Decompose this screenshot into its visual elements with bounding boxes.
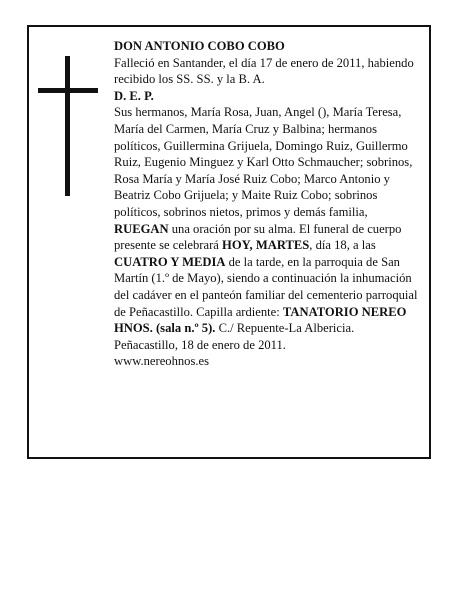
funeral-day: HOY, MARTES	[222, 238, 310, 253]
obituary-text	[114, 38, 426, 370]
website: www.nereohnos.es	[114, 354, 210, 369]
address-text: C./ Repuente-La Albericia.	[215, 321, 355, 336]
cross-icon	[65, 56, 70, 196]
date-text: , día 18, a las	[309, 238, 376, 253]
family-list: Sus hermanos, María Rosa, Juan, Angel (), María Teresa, María del Carmen, María Cruz y Balbina; hermanos políticos, Guillermina Grijuela, Domingo Ruiz, Guillermo Ruiz, Eugenio Minguez y Karl Otto Schmaucher; sobrinos, Rosa María y María José Ruiz Cobo; Marco Antonio y Beatriz Cobo Grijuela; y Maite Ruiz Cobo; sobrinos políticos, sobrinos nietos, primos y demás familia,	[114, 105, 413, 219]
footer-date: Peñacastillo, 18 de enero de 2011.	[114, 337, 286, 352]
dep-label: D. E. P.	[114, 88, 154, 103]
cross-icon-bar	[38, 88, 98, 93]
prayer-text: una oración por su alma. El funeral de cuerpo presente se celebrará	[114, 221, 402, 253]
place-text: de la tarde, en la parroquia de San Martín (1.º de Mayo), siendo a continuación la inhumación del cadáver en el panteón familiar del cementerio parroquial de Peñacastillo. Capilla ardiente:	[114, 254, 418, 319]
ruegan-label: RUEGAN	[114, 221, 169, 236]
tanatorio-name: TANATORIO NEREO HNOS. (sala n.º 5).	[114, 304, 407, 336]
funeral-time: CUATRO Y MEDIA	[114, 254, 226, 269]
death-line: Falleció en Santander, el día 17 de enero de 2011, habiendo recibido los SS. SS. y la B. A.	[114, 55, 414, 87]
funeral-paragraph	[114, 221, 426, 337]
deceased-name: DON ANTONIO COBO COBO	[114, 39, 285, 53]
